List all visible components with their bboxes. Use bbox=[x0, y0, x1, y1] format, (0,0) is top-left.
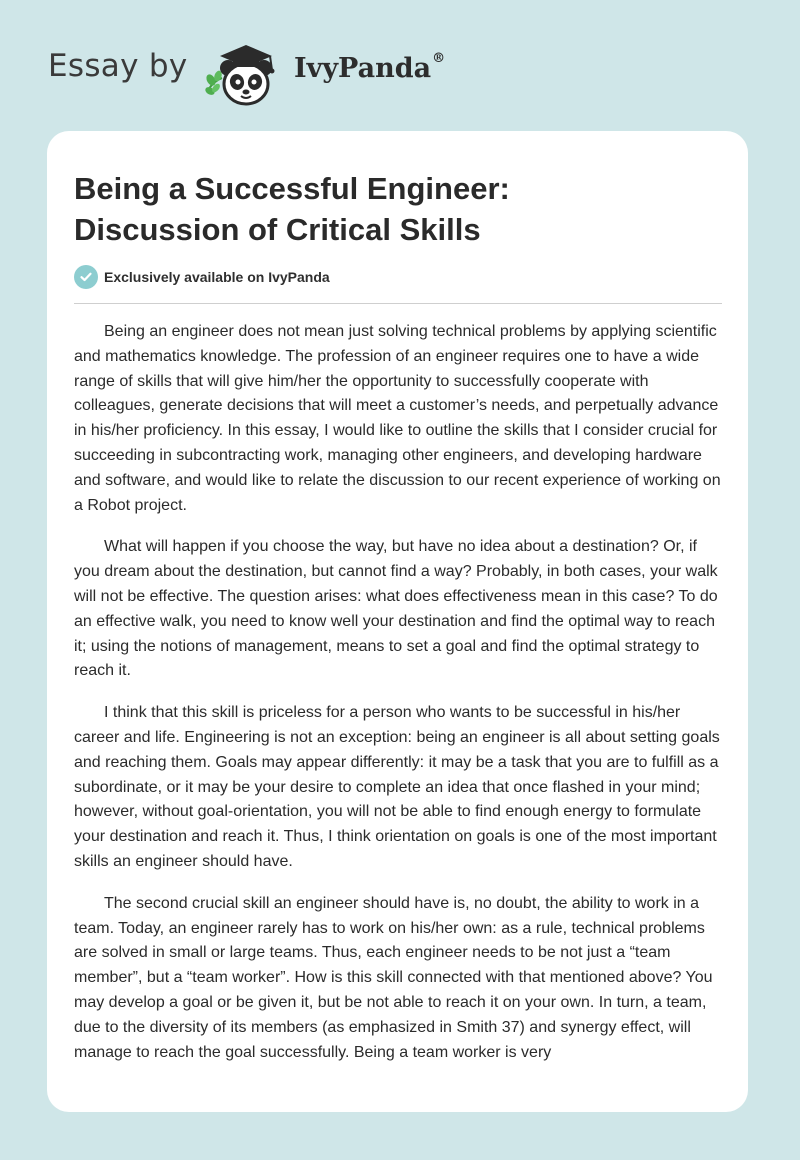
essay-body bbox=[74, 320, 726, 1082]
paragraph: Being an engineer does not mean just solving technical problems by applying scientific and mathematics knowledge. The profession of an engineer requires one to have a wide range of skills that will give him/her the opportunity to successfully cooperate with colleagues, generate decisions that will meet a customer’s needs, and perpetually advance in his/her proficiency. In this essay, I would like to outline the skills that I consider crucial for succeeding in subcontracting work, managing other engineers, and developing hardware and software, and would like to relate the discussion to our recent experience of working on a Robot project. bbox=[74, 323, 721, 514]
exclusive-badge-label: Exclusively available on IvyPanda bbox=[104, 269, 330, 285]
paragraph: I think that this skill is priceless for a person who wants to be successful in his/her career and life. Engineering is not an exception: being an engineer is all about setting goals and reaching them. Goals may appear differently: it may be a task that you are to fulfill as a subordinate, or it may be your desire to complete an idea that once flashed in your mind; however, without goal-orientation, you will not be able to find enough energy to formulate your destination and reach it. Thus, I think orientation on goals is one of the most important skills an engineer should have. bbox=[74, 704, 720, 870]
site-header bbox=[0, 0, 800, 130]
exclusive-badge bbox=[74, 264, 330, 290]
brand-name[interactable] bbox=[294, 53, 445, 84]
registered-mark: ® bbox=[432, 51, 446, 66]
check-circle-icon bbox=[74, 265, 98, 289]
essay-by-label: Essay by bbox=[48, 48, 188, 84]
essay-card bbox=[47, 131, 748, 1112]
essay-title-line-1: Being a Successful Engineer: bbox=[74, 171, 510, 206]
panda-graduate-logo-icon[interactable] bbox=[200, 36, 292, 110]
divider bbox=[74, 303, 722, 304]
brand-name-text: IvyPanda bbox=[294, 53, 432, 84]
paragraph: What will happen if you choose the way, but have no idea about a destination? Or, if you dream about the destination, but cannot find a way? Probably, in both cases, your walk will not be effective. The question arises: what does effectiveness mean in this case? To do an effective walk, you need to know well your destination and find the optimal way to reach it; using the notions of management, means to set a goal and find the optimal strategy to reach it. bbox=[74, 538, 718, 680]
essay-title bbox=[74, 168, 694, 250]
paragraph: The second crucial skill an engineer should have is, no doubt, the ability to work in a team. Today, an engineer rarely has to work on his/her own: as a rule, technical problems are solved in small or large teams. Thus, each engineer needs to be not just a “team member”, but a “team worker”. How is this skill connected with that mentioned above? You may develop a goal or be given it, but be not able to reach it on your own. In turn, a team, due to the diversity of its members (as emphasized in Smith 37) and synergy effect, will manage to reach the goal successfully. Being a team worker is very bbox=[74, 894, 713, 1061]
essay-title-line-2: Discussion of Critical Skills bbox=[74, 212, 481, 247]
